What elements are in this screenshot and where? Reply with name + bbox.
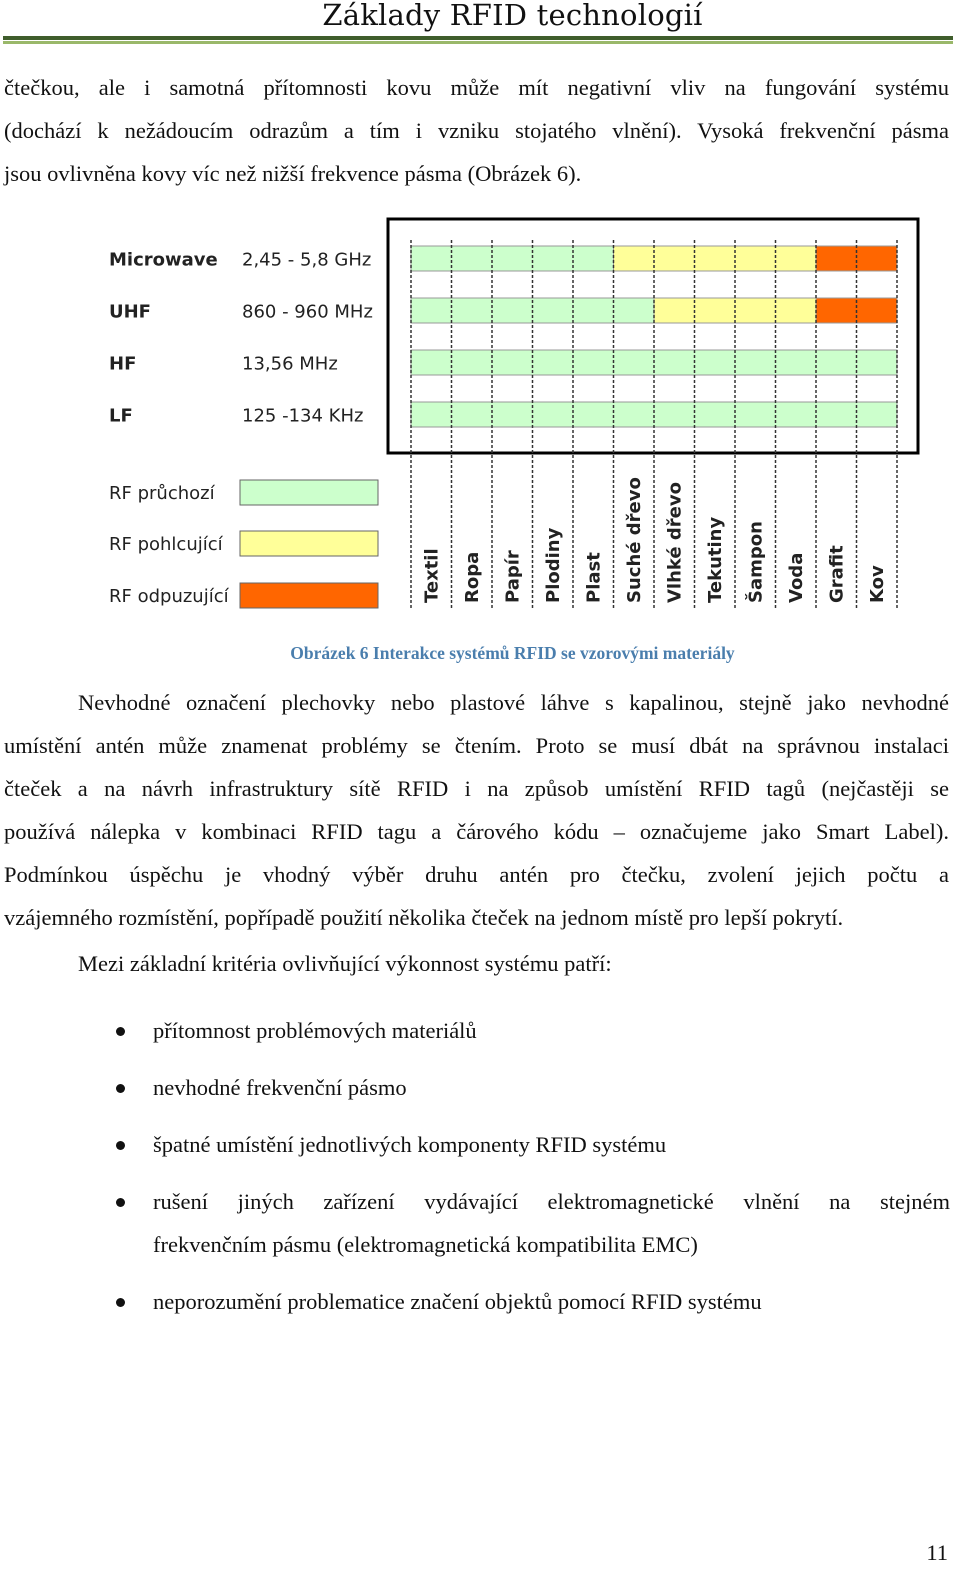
bullet-icon (116, 1084, 125, 1093)
paragraph-line: čteček a na návrh infrastruktury sítě RFID i na způsob umístění RFID tagů (nejčastěji se (4, 776, 949, 801)
bullet-icon (116, 1198, 125, 1207)
interaction-cell (614, 246, 817, 271)
band-name-label: UHF (109, 301, 151, 323)
interaction-cell (411, 246, 614, 271)
list-item-text: nevhodné frekvenční pásmo (153, 1075, 407, 1100)
band-frequency-label: 860 - 960 MHz (242, 301, 373, 323)
material-label: Textil (421, 548, 443, 603)
band-name-label: HF (109, 353, 137, 375)
material-label: Voda (785, 552, 807, 603)
list-item (0, 1180, 950, 1266)
legend-label: RF průchozí (109, 483, 215, 504)
criteria-list (0, 1009, 950, 1337)
material-label: Plodiny (542, 527, 564, 603)
material-label: Vlhké dřevo (664, 482, 686, 603)
material-label: Kov (866, 565, 888, 603)
list-item-text: přítomnost problémových materiálů (153, 1018, 477, 1043)
list-item-text: frekvenčním pásmu (elektromagnetická kompatibilita EMC) (153, 1232, 698, 1257)
material-label: Suché dřevo (623, 477, 645, 603)
list-item-text: neporozumění problematice značení objektů pomocí RFID systému (153, 1289, 762, 1314)
rfid-materials-figure (0, 210, 960, 630)
legend-swatch (240, 531, 378, 556)
band-frequency-label: 125 -134 KHz (242, 405, 364, 427)
material-label: Papír (502, 550, 524, 603)
list-item-text: rušení jiných zařízení vydávající elektromagnetické vlnění na stejném (153, 1189, 950, 1214)
paragraph-line: umístění antén může znamenat problémy se čtením. Proto se musí dbát na správnou instalaci (4, 733, 949, 758)
list-item (0, 1009, 950, 1052)
list-intro: Mezi základní kritéria ovlivňující výkonnost systému patří: (78, 951, 612, 976)
paragraph-line: vzájemného rozmístění, popřípadě použití několika čteček na jednom místě pro lepší pokrytí. (4, 905, 844, 930)
legend-swatch (240, 480, 378, 505)
band-name-label: LF (109, 405, 133, 427)
material-label: Tekutiny (704, 516, 726, 603)
material-label: Plast (583, 552, 605, 603)
material-label: Grafit (826, 545, 848, 603)
legend-swatch (240, 583, 378, 608)
band-frequency-label: 13,56 MHz (242, 353, 338, 375)
material-label: Ropa (461, 551, 483, 603)
header-rule-light (3, 41, 953, 44)
paragraph-line: používá nálepka v kombinaci RFID tagu a čárového kódu – označujeme jako Smart Label). (4, 819, 949, 844)
header-rule (3, 36, 953, 40)
band-name-label: Microwave (109, 249, 218, 271)
paragraph-2 (4, 681, 949, 939)
paragraph-line: čtečkou, ale i samotná přítomnosti kovu může mít negativní vliv na fungování systému (4, 75, 949, 100)
paragraph-line: jsou ovlivněna kovy víc než nižší frekvence pásma (Obrázek 6). (4, 161, 582, 186)
header-title: Základy RFID technologií (322, 0, 703, 32)
list-item (0, 1123, 950, 1166)
paragraph-line: Podmínkou úspěchu je vhodný výběr druhu antén pro čtečku, zvolení jejich počtu a (4, 862, 949, 887)
band-frequency-label: 2,45 - 5,8 GHz (242, 249, 372, 271)
list-item-text: špatné umístění jednotlivých komponenty RFID systému (153, 1132, 667, 1157)
list-item (0, 1280, 950, 1323)
paragraph-line: (dochází k nežádoucím odrazům a tím i vzniku stojatého vlnění). Vysoká frekvenční pásma (4, 118, 949, 143)
bullet-icon (116, 1141, 125, 1150)
figure-caption: Obrázek 6 Interakce systémů RFID se vzorovými materiály (290, 643, 735, 663)
legend-label: RF odpuzující (109, 586, 229, 607)
list-item (0, 1066, 950, 1109)
page-number: 11 (926, 1540, 948, 1565)
legend-label: RF pohlcující (109, 534, 223, 555)
paragraph-1 (4, 66, 949, 195)
paragraph-line: Nevhodné označení plechovky nebo plastové láhve s kapalinou, stejně jako nevhodné (78, 690, 949, 715)
bullet-icon (116, 1298, 125, 1307)
bullet-icon (116, 1027, 125, 1036)
material-label: Šampon (745, 521, 767, 603)
